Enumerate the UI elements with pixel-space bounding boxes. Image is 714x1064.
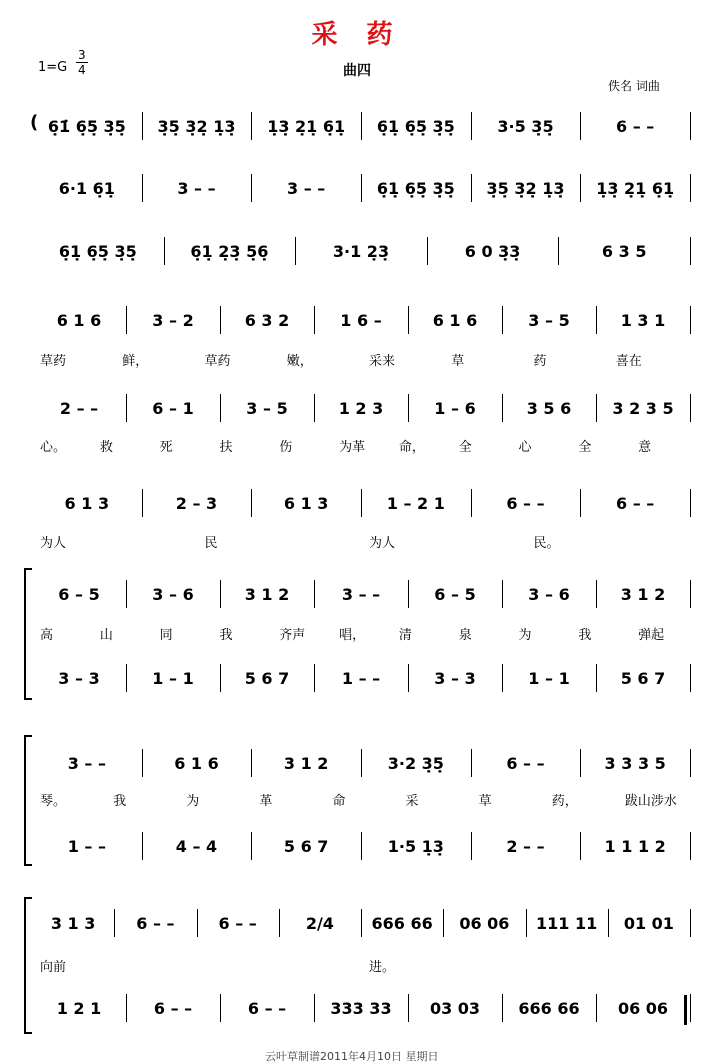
staff-line xyxy=(0,745,714,781)
lyric-word: 为革 xyxy=(339,440,366,455)
measure: 6 – – xyxy=(218,913,257,933)
measure: 6 – – xyxy=(616,493,655,513)
measure: 3 – – xyxy=(341,584,381,604)
measure: 6 – 5 xyxy=(434,584,476,604)
measure: 5 6 7 xyxy=(244,668,290,688)
measure: 3·1 2̣3̣ xyxy=(332,241,390,261)
measure: 6 – – xyxy=(136,913,175,933)
measure: 06 06 xyxy=(459,913,510,933)
lyrics-line xyxy=(0,350,714,368)
barline xyxy=(690,112,691,140)
measure: 1 – 1 xyxy=(152,668,194,688)
measure: 3 – 3 xyxy=(434,668,476,688)
key-signature: 1=G xyxy=(38,60,68,75)
staff-line xyxy=(0,905,714,941)
lyrics-line xyxy=(0,436,714,454)
measure: 1 6 – xyxy=(340,310,382,330)
measure: 1 2 3 xyxy=(338,398,384,418)
measure: 6 3 5 xyxy=(601,241,647,261)
measure: 6̣1̇ 6̣5̣ 3̣5̣ xyxy=(47,116,126,136)
measure: 01 01 xyxy=(623,913,674,933)
lyric-word: 药， xyxy=(551,794,578,809)
measure: 6̣1̣ 6̣5̣ 3̣5̣ xyxy=(376,116,455,136)
measure: 1 – 2 1 xyxy=(386,493,445,513)
measure: 1 – – xyxy=(341,668,381,688)
measure: 3 – – xyxy=(287,178,326,198)
measure: 3·2 3̣5̣ xyxy=(387,753,444,773)
measure: 6 – – xyxy=(247,998,287,1018)
measure: 6 1 3 xyxy=(283,493,329,513)
measure: 3̣5̣ 3̣2̣ 1̣3̣ xyxy=(157,116,236,136)
lyric-word: 琴。 xyxy=(40,794,67,809)
measure: 6 – 5 xyxy=(58,584,100,604)
measure: 06 06 xyxy=(617,998,669,1018)
measure: 1̣3̣ 2̣1̣ 6̣1̣ xyxy=(596,178,675,198)
measure: 3 – 6 xyxy=(152,584,194,604)
measure: 2 – – xyxy=(59,398,99,418)
lyrics-line xyxy=(0,532,714,550)
measure: 6 1 6 xyxy=(432,310,478,330)
staff-line xyxy=(0,108,714,144)
barline xyxy=(690,664,691,692)
measure: 4 – 4 xyxy=(175,836,218,856)
measure: 6·1 6̣1̣ xyxy=(58,178,115,198)
barline xyxy=(690,306,691,334)
measure: 6 – 1 xyxy=(152,398,194,418)
barline xyxy=(690,832,691,860)
lyric-word: 药 xyxy=(533,354,547,369)
measure: 1·5 1̣3̣ xyxy=(387,836,444,856)
staff-line xyxy=(0,170,714,206)
lyric-word: 死 xyxy=(159,440,173,455)
author-credit: 佚名 词曲 xyxy=(608,79,660,93)
measure: 6 0 3̣3̣ xyxy=(464,241,521,261)
lyric-word: 心 xyxy=(518,440,532,455)
lyrics-line xyxy=(0,790,714,808)
measure: 6 – – xyxy=(616,116,655,136)
staff-line xyxy=(0,390,714,426)
lyric-word: 我 xyxy=(578,628,592,643)
lyric-word: 命 xyxy=(332,794,346,809)
barline xyxy=(690,394,691,422)
lyric-word: 同 xyxy=(159,628,173,643)
measure: 3 1 3 xyxy=(50,913,96,933)
measure: 6̣1̣ 6̣5̣ 3̣5̣ xyxy=(376,178,455,198)
staff-line xyxy=(0,233,714,269)
barline xyxy=(690,580,691,608)
time-numerator: 3 xyxy=(78,48,86,62)
lyric-word: 我 xyxy=(219,628,233,643)
lyric-word: 弹起 xyxy=(638,628,665,643)
measure: 3 3 3 5 xyxy=(604,753,666,773)
lyric-word: 唱， xyxy=(339,628,366,643)
lyric-word: 喜在 xyxy=(615,354,642,369)
lyrics-line xyxy=(0,624,714,642)
barline xyxy=(690,237,691,265)
measure: 6̣1̣ 6̣5̣ 3̣5̣ xyxy=(58,241,137,261)
staff-line xyxy=(0,576,714,612)
system-brace xyxy=(24,897,32,1034)
measure: 2 – – xyxy=(506,836,545,856)
system-brace xyxy=(24,735,32,866)
lyric-word: 鲜， xyxy=(122,354,149,369)
measure: 2/4 xyxy=(305,913,334,933)
measure: 111 11 xyxy=(536,913,598,933)
lyric-word: 清 xyxy=(398,628,412,643)
measure: 1 – 1 xyxy=(528,668,570,688)
system-brace xyxy=(24,568,32,700)
barline xyxy=(690,489,691,517)
measure: 6 – – xyxy=(506,753,545,773)
time-denominator: 4 xyxy=(78,63,86,77)
lyric-word: 跋山涉水 xyxy=(624,794,677,809)
lyric-word: 向前 xyxy=(40,960,67,975)
lyric-word: 草药 xyxy=(204,354,231,369)
lyric-word: 采 xyxy=(405,794,419,809)
measure: 666 66 xyxy=(518,998,580,1018)
measure: 1 – 6 xyxy=(434,398,476,418)
staff-line xyxy=(0,660,714,696)
lyric-word: 嫩， xyxy=(286,354,313,369)
lyrics-line xyxy=(0,956,714,974)
lyric-word: 我 xyxy=(113,794,127,809)
lyric-word: 民 xyxy=(204,536,218,551)
lyric-word: 扶 xyxy=(219,440,233,455)
measure: 1 2 1 xyxy=(56,998,102,1018)
measure: 3 – 6 xyxy=(528,584,570,604)
measure: 1 – – xyxy=(67,836,106,856)
barline xyxy=(690,174,691,202)
lyric-word: 山 xyxy=(99,628,113,643)
measure: 3 – 5 xyxy=(528,310,570,330)
lyric-word: 全 xyxy=(458,440,472,455)
measure: 1 3 1 xyxy=(620,310,666,330)
measure: 6 – – xyxy=(153,998,193,1018)
measure: 6̣1̣ 2̣3̣ 5̣6̣ xyxy=(190,241,269,261)
measure: 3 1 2 xyxy=(283,753,329,773)
open-paren: ( xyxy=(30,112,39,133)
barline xyxy=(690,749,691,777)
lyric-word: 为人 xyxy=(40,536,67,551)
measure: 5 6 7 xyxy=(620,668,666,688)
measure: 6 – – xyxy=(506,493,545,513)
measure: 3 – 3 xyxy=(58,668,100,688)
time-signature xyxy=(76,48,88,77)
lyric-word: 为 xyxy=(518,628,532,643)
measure: 3 2 3 5 xyxy=(612,398,674,418)
staff-line xyxy=(0,302,714,338)
lyric-word: 为 xyxy=(186,794,200,809)
barline xyxy=(690,909,691,937)
measure: 333 33 xyxy=(330,998,392,1018)
lyric-word: 全 xyxy=(578,440,592,455)
lyric-word: 民。 xyxy=(533,536,560,551)
lyric-word: 为人 xyxy=(369,536,396,551)
song-title: 采 药 xyxy=(311,20,403,50)
measure: 3 5 6 xyxy=(526,398,572,418)
lyric-word: 伤 xyxy=(279,440,293,455)
lyric-word: 高 xyxy=(40,628,54,643)
measure: 5 6 7 xyxy=(283,836,329,856)
lyric-word: 草 xyxy=(451,354,465,369)
lyric-word: 命， xyxy=(398,440,425,455)
staff-line xyxy=(0,485,714,521)
measure: 3̣5̣ 3̣2̣ 1̣3̣ xyxy=(486,178,565,198)
lyric-word: 救 xyxy=(99,440,113,455)
staff-line xyxy=(0,990,714,1026)
measure: 3 1 2 xyxy=(244,584,290,604)
barline xyxy=(690,994,691,1022)
lyric-word: 革 xyxy=(259,794,273,809)
lyric-word: 齐声 xyxy=(279,628,306,643)
measure: 3·5 3̣5̣ xyxy=(497,116,554,136)
measure: 3 – 2 xyxy=(152,310,194,330)
measure: 3 – 5 xyxy=(246,398,288,418)
measure: 6 3 2 xyxy=(244,310,290,330)
measure: 6 1 6 xyxy=(174,753,219,773)
lyric-word: 采来 xyxy=(369,354,396,369)
measure: 1̣3̣ 2̣1̣ 6̣1̣ xyxy=(267,116,346,136)
lyric-word: 意 xyxy=(638,440,652,455)
staff-line xyxy=(0,828,714,864)
measure: 2 – 3 xyxy=(175,493,218,513)
measure: 6 1 6 xyxy=(56,310,102,330)
lyric-word: 进。 xyxy=(369,960,396,975)
final-barline xyxy=(684,995,687,1025)
lyric-word: 泉 xyxy=(458,628,472,643)
measure: 3 – – xyxy=(67,753,106,773)
lyric-word: 草 xyxy=(478,794,492,809)
measure: 03 03 xyxy=(429,998,481,1018)
measure: 6 1 3 xyxy=(64,493,110,513)
song-subtitle: 曲四 xyxy=(343,63,371,79)
footer-note: 云叶草制谱2011年4月10日 星期日 xyxy=(265,1050,439,1063)
lyric-word: 草药 xyxy=(40,354,67,369)
measure: 3 1 2 xyxy=(620,584,666,604)
lyric-word: 心。 xyxy=(40,440,67,455)
measure: 666 66 xyxy=(371,913,433,933)
measure: 3 – – xyxy=(177,178,216,198)
measure: 1 1 1 2 xyxy=(604,836,666,856)
